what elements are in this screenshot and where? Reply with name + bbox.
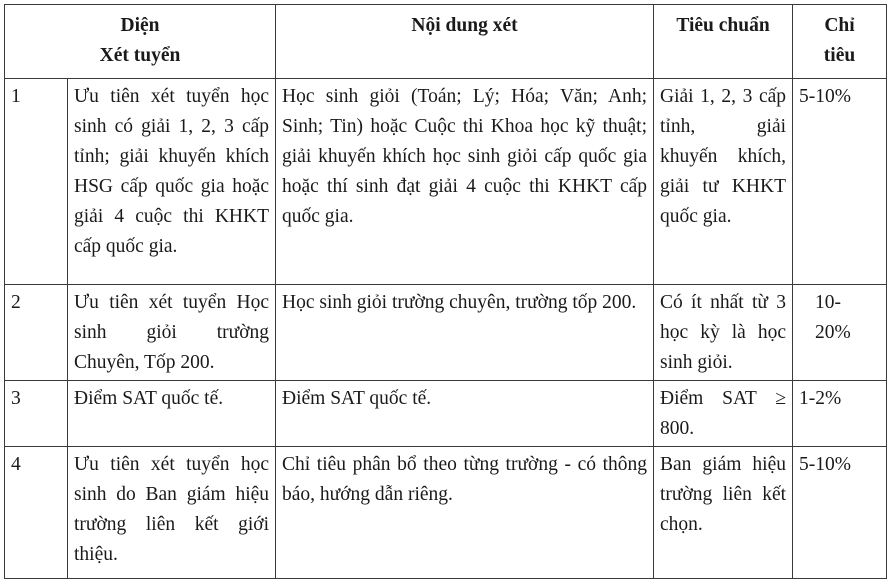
- header-tieu-chuan: Tiêu chuẩn: [654, 5, 793, 79]
- row-number: 3: [5, 381, 68, 447]
- table-row: [5, 381, 887, 447]
- row-tieu-chuan: Có ít nhất từ 3 học kỳ là học sinh giỏi.: [654, 285, 793, 381]
- row-chi-tieu: 10-20%: [793, 285, 887, 381]
- table-row: [5, 447, 887, 579]
- row-chi-tieu: 5-10%: [793, 79, 887, 285]
- row-dien: Ưu tiên xét tuyển học sinh có giải 1, 2, 3 cấp tỉnh; giải khuyến khích HSG cấp quốc gia hoặc giải 4 cuộc thi KHKT cấp quốc gia.: [68, 79, 276, 285]
- table-row: [5, 79, 887, 285]
- admission-criteria-table: [4, 4, 887, 579]
- row-number: 2: [5, 285, 68, 381]
- row-dien: Điểm SAT quốc tế.: [68, 381, 276, 447]
- header-dien-xet-tuyen: [5, 5, 276, 79]
- row-noi-dung: Học sinh giỏi trường chuyên, trường tốp 200.: [276, 285, 654, 381]
- row-tieu-chuan: Ban giám hiệu trường liên kết chọn.: [654, 447, 793, 579]
- header-dien-line1: Diện: [120, 15, 160, 36]
- header-chi-tieu-line1: Chỉ: [824, 15, 855, 36]
- row-tieu-chuan: Giải 1, 2, 3 cấp tỉnh, giải khuyến khích, giải tư KHKT quốc gia.: [654, 79, 793, 285]
- header-chi-tieu-line2: tiêu: [823, 45, 856, 66]
- header-noi-dung-xet: Nội dung xét: [276, 5, 654, 79]
- row-noi-dung: Chỉ tiêu phân bổ theo từng trường - có thông báo, hướng dẫn riêng.: [276, 447, 654, 579]
- row-dien: Ưu tiên xét tuyển Học sinh giỏi trường Chuyên, Tốp 200.: [68, 285, 276, 381]
- header-dien-line2: Xét tuyển: [99, 45, 181, 66]
- row-chi-tieu: 5-10%: [793, 447, 887, 579]
- table-header-row: [5, 5, 887, 79]
- row-noi-dung: Học sinh giỏi (Toán; Lý; Hóa; Văn; Anh; Sinh; Tin) hoặc Cuộc thi Khoa học kỹ thuật; giải khuyến khích học sinh giỏi cấp quốc gia hoặc thí sinh đạt giải 4 cuộc thi KHKT cấp quốc gia.: [276, 79, 654, 285]
- row-dien: Ưu tiên xét tuyển học sinh do Ban giám hiệu trường liên kết giới thiệu.: [68, 447, 276, 579]
- table-row: [5, 285, 887, 381]
- header-chi-tieu: [793, 5, 887, 79]
- row-noi-dung: Điểm SAT quốc tế.: [276, 381, 654, 447]
- row-number: 1: [5, 79, 68, 285]
- row-number: 4: [5, 447, 68, 579]
- row-chi-tieu: 1-2%: [793, 381, 887, 447]
- row-tieu-chuan: Điểm SAT ≥ 800.: [654, 381, 793, 447]
